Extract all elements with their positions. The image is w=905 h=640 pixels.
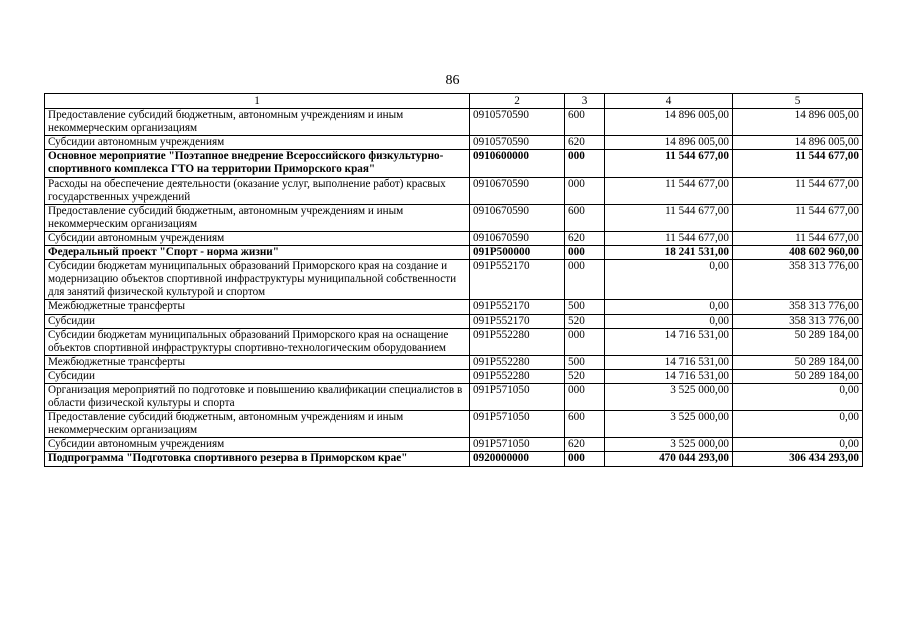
table-row: [45, 136, 863, 150]
table-row: [45, 300, 863, 314]
row-value-col4-cell: 3 525 000,00: [605, 411, 733, 438]
table-row: [45, 246, 863, 260]
row-name-cell: Субсидии бюджетам муниципальных образований Приморского края на создание и модернизацию объектов спортивной инфраструктуры муниципальной собственности для занятий физической культурой и спортом: [45, 260, 470, 300]
table-row: [45, 177, 863, 204]
table-row: [45, 328, 863, 355]
row-type-cell: 000: [565, 177, 605, 204]
table-row: [45, 438, 863, 452]
row-value-col5-cell: 11 544 677,00: [733, 177, 863, 204]
row-type-cell: 000: [565, 383, 605, 410]
row-value-col4-cell: 18 241 531,00: [605, 246, 733, 260]
row-name-cell: Предоставление субсидий бюджетным, автономным учреждениям и иным некоммерческим организациям: [45, 109, 470, 136]
row-code-cell: 0920000000: [470, 452, 565, 466]
header-col-5: 5: [733, 94, 863, 109]
row-code-cell: 091P500000: [470, 246, 565, 260]
row-value-col5-cell: 0,00: [733, 438, 863, 452]
row-name-cell: Субсидии: [45, 369, 470, 383]
row-name-cell: Субсидии: [45, 314, 470, 328]
table-row: [45, 260, 863, 300]
table-body: [45, 109, 863, 466]
row-code-cell: 0910670590: [470, 231, 565, 245]
table-row: [45, 383, 863, 410]
row-value-col4-cell: 3 525 000,00: [605, 383, 733, 410]
row-value-col5-cell: 11 544 677,00: [733, 204, 863, 231]
table-row: [45, 150, 863, 177]
row-type-cell: 520: [565, 314, 605, 328]
row-type-cell: 000: [565, 150, 605, 177]
row-name-cell: Расходы на обеспечение деятельности (оказание услуг, выполнение работ) красвых государственных учреждений: [45, 177, 470, 204]
row-value-col5-cell: 50 289 184,00: [733, 355, 863, 369]
header-col-1: 1: [45, 94, 470, 109]
row-code-cell: 091P571050: [470, 383, 565, 410]
row-code-cell: 091P552280: [470, 369, 565, 383]
row-code-cell: 0910670590: [470, 204, 565, 231]
row-value-col5-cell: 408 602 960,00: [733, 246, 863, 260]
row-code-cell: 0910570590: [470, 109, 565, 136]
table-row: [45, 231, 863, 245]
row-type-cell: 600: [565, 411, 605, 438]
row-type-cell: 000: [565, 260, 605, 300]
row-name-cell: Субсидии бюджетам муниципальных образований Приморского края на оснащение объектов спортивной инфраструктуры спортивно-технологическим оборудованием: [45, 328, 470, 355]
row-value-col4-cell: 0,00: [605, 300, 733, 314]
row-code-cell: 091P552280: [470, 355, 565, 369]
row-type-cell: 000: [565, 246, 605, 260]
row-code-cell: 091P552170: [470, 260, 565, 300]
row-value-col4-cell: 14 896 005,00: [605, 109, 733, 136]
row-name-cell: Федеральный проект "Спорт - норма жизни": [45, 246, 470, 260]
table-row: [45, 314, 863, 328]
row-value-col5-cell: 14 896 005,00: [733, 109, 863, 136]
header-col-4: 4: [605, 94, 733, 109]
row-code-cell: 091P552170: [470, 314, 565, 328]
row-value-col4-cell: 11 544 677,00: [605, 150, 733, 177]
row-name-cell: Субсидии автономным учреждениям: [45, 438, 470, 452]
row-value-col4-cell: 470 044 293,00: [605, 452, 733, 466]
row-type-cell: 620: [565, 438, 605, 452]
row-value-col5-cell: 358 313 776,00: [733, 314, 863, 328]
row-name-cell: Межбюджетные трансферты: [45, 355, 470, 369]
row-value-col5-cell: 14 896 005,00: [733, 136, 863, 150]
row-type-cell: 620: [565, 136, 605, 150]
row-value-col5-cell: 50 289 184,00: [733, 328, 863, 355]
header-row: [45, 94, 863, 109]
row-value-col5-cell: 358 313 776,00: [733, 260, 863, 300]
row-value-col4-cell: 11 544 677,00: [605, 204, 733, 231]
row-type-cell: 500: [565, 355, 605, 369]
row-type-cell: 000: [565, 452, 605, 466]
header-col-3: 3: [565, 94, 605, 109]
row-value-col5-cell: 306 434 293,00: [733, 452, 863, 466]
row-value-col5-cell: 358 313 776,00: [733, 300, 863, 314]
row-name-cell: Предоставление субсидий бюджетным, автономным учреждениям и иным некоммерческим организациям: [45, 204, 470, 231]
row-type-cell: 520: [565, 369, 605, 383]
row-type-cell: 600: [565, 204, 605, 231]
row-name-cell: Предоставление субсидий бюджетным, автономным учреждениям и иным некоммерческим организациям: [45, 411, 470, 438]
row-value-col4-cell: 3 525 000,00: [605, 438, 733, 452]
row-value-col5-cell: 11 544 677,00: [733, 231, 863, 245]
row-type-cell: 620: [565, 231, 605, 245]
row-name-cell: Межбюджетные трансферты: [45, 300, 470, 314]
row-code-cell: 091P552280: [470, 328, 565, 355]
row-code-cell: 091P571050: [470, 411, 565, 438]
row-code-cell: 0910600000: [470, 150, 565, 177]
table-row: [45, 411, 863, 438]
row-code-cell: 091P552170: [470, 300, 565, 314]
row-type-cell: 600: [565, 109, 605, 136]
row-value-col4-cell: 14 716 531,00: [605, 328, 733, 355]
row-type-cell: 500: [565, 300, 605, 314]
row-value-col4-cell: 11 544 677,00: [605, 231, 733, 245]
row-name-cell: Организация мероприятий по подготовке и повышению квалификации специалистов в области физической культуры и спорта: [45, 383, 470, 410]
budget-table: [44, 93, 863, 467]
row-value-col4-cell: 14 896 005,00: [605, 136, 733, 150]
row-type-cell: 000: [565, 328, 605, 355]
page-number: 86: [445, 73, 460, 88]
row-value-col4-cell: 11 544 677,00: [605, 177, 733, 204]
row-code-cell: 091P571050: [470, 438, 565, 452]
row-value-col4-cell: 14 716 531,00: [605, 355, 733, 369]
header-col-2: 2: [470, 94, 565, 109]
table-row: [45, 109, 863, 136]
row-value-col5-cell: 11 544 677,00: [733, 150, 863, 177]
table-row: [45, 355, 863, 369]
row-name-cell: Субсидии автономным учреждениям: [45, 231, 470, 245]
table-row: [45, 452, 863, 466]
row-value-col4-cell: 0,00: [605, 260, 733, 300]
row-value-col4-cell: 0,00: [605, 314, 733, 328]
row-value-col5-cell: 0,00: [733, 383, 863, 410]
row-code-cell: 0910670590: [470, 177, 565, 204]
row-value-col5-cell: 50 289 184,00: [733, 369, 863, 383]
table-row: [45, 204, 863, 231]
row-value-col5-cell: 0,00: [733, 411, 863, 438]
row-value-col4-cell: 14 716 531,00: [605, 369, 733, 383]
table-row: [45, 369, 863, 383]
row-code-cell: 0910570590: [470, 136, 565, 150]
row-name-cell: Субсидии автономным учреждениям: [45, 136, 470, 150]
row-name-cell: Основное мероприятие "Поэтапное внедрение Всероссийского физкультурно-спортивного комплекса ГТО на территории Приморского края": [45, 150, 470, 177]
row-name-cell: Подпрограмма "Подготовка спортивного резерва в Приморском крае": [45, 452, 470, 466]
